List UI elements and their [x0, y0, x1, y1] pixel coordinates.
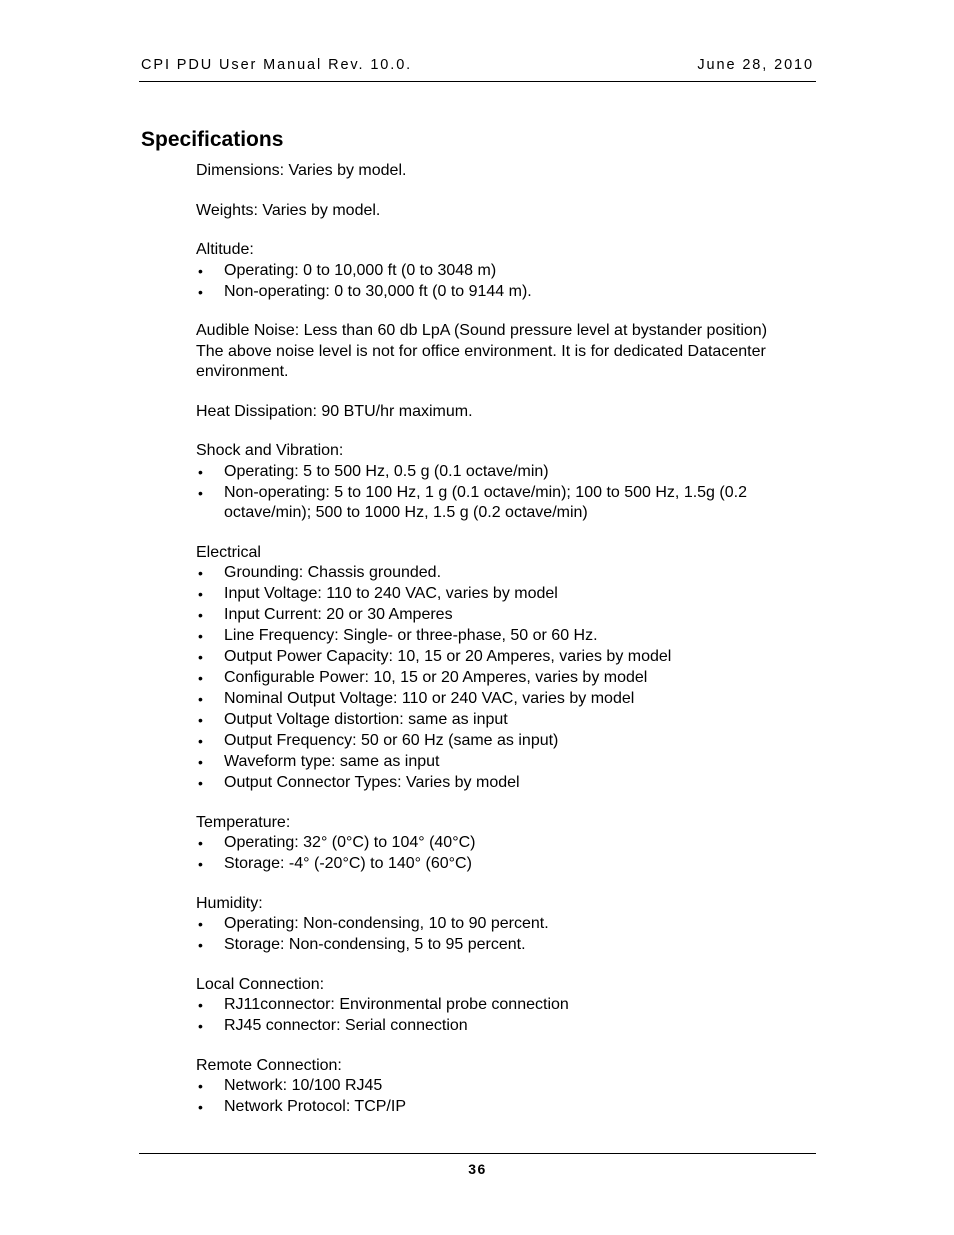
bullet-icon: • [198, 1078, 203, 1094]
bullet-list [196, 1076, 818, 1118]
audible-noise-text: Audible Noise: Less than 60 db LpA (Sound pressure level at bystander position) The above noise level is not for office environment. It is for dedicated Datacenter environment. [196, 322, 768, 380]
bullet-icon: • [198, 997, 203, 1013]
bullet-icon: • [198, 835, 203, 851]
weights-text: Weights: Varies by model. [196, 201, 381, 219]
bullet-list [196, 261, 818, 303]
section-remote-connection [196, 1056, 818, 1118]
list-item: • Operating: 0 to 10,000 ft (0 to 3048 m) [196, 261, 818, 282]
list-item: • Operating: 5 to 500 Hz, 0.5 g (0.1 octave/min) [196, 462, 818, 483]
section-humidity [196, 894, 818, 956]
section-electrical [196, 543, 818, 794]
page-header [139, 55, 816, 82]
list-item: • Network Protocol: TCP/IP [196, 1097, 818, 1118]
section-title: Altitude: [196, 241, 254, 258]
section-title: Remote Connection: [196, 1056, 342, 1074]
list-item: • Input Voltage: 110 to 240 VAC, varies by model [196, 584, 818, 605]
list-item: • Network: 10/100 RJ45 [196, 1076, 818, 1097]
bullet-icon: • [198, 565, 203, 581]
section-altitude [196, 240, 818, 302]
list-item: • Line Frequency: Single- or three-phase, 50 or 60 Hz. [196, 626, 818, 647]
section-title: Humidity: [196, 894, 263, 912]
bullet-icon: • [198, 463, 203, 480]
page-title: Specifications [141, 128, 284, 151]
bullet-icon: • [198, 856, 203, 872]
list-item: • RJ11connector: Environmental probe connection [196, 995, 818, 1016]
bullet-icon: • [198, 628, 203, 644]
list-item: • Non-operating: 5 to 100 Hz, 1 g (0.1 octave/min); 100 to 500 Hz, 1.5g (0.2 octave/min); 500 to 1000 Hz, 1.5 g (0.2 octave/min) [198, 483, 747, 521]
list-item: • RJ45 connector: Serial connection [196, 1016, 818, 1037]
bullet-icon: • [198, 1018, 203, 1034]
list-item: • Configurable Power: 10, 15 or 20 Amperes, varies by model [196, 668, 818, 689]
bullet-list [196, 995, 818, 1037]
bullet-list [196, 563, 818, 794]
section-local-connection [196, 975, 818, 1037]
list-item: • Operating: 32° (0°C) to 104° (40°C) [196, 833, 818, 854]
list-item: • Storage: -4° (-20°C) to 140° (60°C) [196, 854, 818, 875]
section-title: Temperature: [196, 813, 291, 831]
bullet-icon: • [198, 916, 203, 932]
dimensions-text: Dimensions: Varies by model. [196, 162, 407, 179]
list-item: • Output Voltage distortion: same as input [196, 710, 818, 731]
section-title: Local Connection: [196, 975, 325, 993]
list-item: • Waveform type: same as input [196, 752, 818, 773]
bullet-icon: • [198, 691, 203, 707]
specifications-content [196, 161, 818, 1137]
list-item: • Output Power Capacity: 10, 15 or 20 Amperes, varies by model [196, 647, 818, 668]
list-item: • Operating: Non-condensing, 10 to 90 percent. [196, 914, 818, 935]
bullet-icon: • [198, 733, 203, 749]
bullet-list [196, 833, 818, 875]
section-temperature [196, 813, 818, 875]
page-number: 36 [468, 1161, 487, 1177]
bullet-icon: • [198, 937, 203, 953]
header-document-title: CPI PDU User Manual Rev. 10.0. [141, 57, 413, 73]
bullet-icon: • [198, 712, 203, 728]
list-item: • Grounding: Chassis grounded. [196, 563, 818, 584]
list-item: • Nominal Output Voltage: 110 or 240 VAC, varies by model [196, 689, 818, 710]
bullet-icon: • [198, 775, 203, 791]
bullet-icon: • [198, 586, 203, 602]
bullet-list [196, 914, 818, 956]
list-item: • Output Frequency: 50 or 60 Hz (same as input) [196, 731, 818, 752]
page-footer [139, 1153, 816, 1177]
bullet-icon: • [198, 283, 203, 300]
list-item: • Non-operating: 0 to 30,000 ft (0 to 9144 m). [196, 282, 818, 303]
header-date: June 28, 2010 [697, 57, 814, 73]
list-item: • Input Current: 20 or 30 Amperes [196, 605, 818, 626]
bullet-icon: • [198, 484, 203, 501]
bullet-icon: • [198, 649, 203, 665]
section-shock-vibration [196, 441, 818, 524]
bullet-icon: • [198, 670, 203, 686]
section-title: Shock and Vibration: [196, 442, 344, 459]
section-title: Electrical [196, 543, 261, 561]
bullet-icon: • [198, 607, 203, 623]
bullet-list [196, 462, 818, 524]
bullet-icon: • [198, 1099, 203, 1115]
list-item: • Output Connector Types: Varies by model [196, 773, 818, 794]
bullet-icon: • [198, 754, 203, 770]
heat-dissipation-text: Heat Dissipation: 90 BTU/hr maximum. [196, 402, 473, 420]
list-item: • Storage: Non-condensing, 5 to 95 percent. [196, 935, 818, 956]
bullet-icon: • [198, 262, 203, 279]
